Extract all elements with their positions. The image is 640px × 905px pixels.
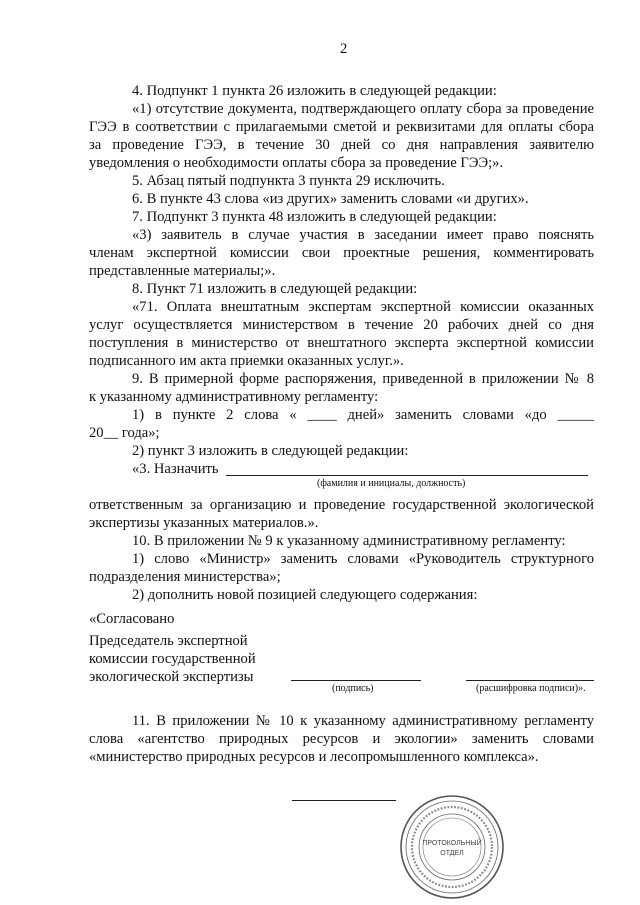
stamp-center-line: ПРОТОКОЛЬНЫЙ [422,840,482,847]
item-9-assign-label: «3. Назначить [132,461,219,477]
item-10-subitem-1-cont: подразделения министерства»; [89,569,281,585]
item-10-heading: 10. В приложении № 9 к указанному административному регламенту: [132,533,566,549]
item-4-text-line: уведомления о необходимости оплаты сбора за проведение ГЭЭ;». [89,155,504,171]
assignee-caption: (фамилия и инициалы, должность) [317,478,466,489]
item-4-heading: 4. Подпункт 1 пункта 26 изложить в следующей редакции: [132,83,497,99]
signature-line [291,680,421,681]
item-10-subitem-2: 2) дополнить новой позицией следующего содержания: [132,587,478,603]
closing-separator [292,800,396,801]
round-stamp [398,793,506,901]
item-7-text-line: членам экспертной комиссии свои проектные решения, комментировать [89,245,594,261]
signature-caption: (подпись) [332,683,374,694]
item-9-heading: 9. В примерной форме распоряжения, приведенной в приложении № 8 [132,371,594,387]
stamp-center-line: ОТДЕЛ [440,850,464,857]
approval-position-line: экологической экспертизы [89,669,254,685]
item-7-text-line: представленные материалы;». [89,263,276,279]
item-8-heading: 8. Пункт 71 изложить в следующей редакции: [132,281,418,297]
item-7-text-line: «3) заявитель в случае участия в заседании имеет право пояснять [132,227,594,243]
item-4-text-line: «1) отсутствие документа, подтверждающего оплату сбора за проведение [132,101,594,117]
approval-position-line: Председатель экспертной [89,633,248,649]
page-number: 2 [340,41,348,57]
item-9-subitem-1-cont: 20__ года»; [89,425,160,441]
item-9-text-line: экспертизы указанных материалов.». [89,515,319,531]
item-7-heading: 7. Подпункт 3 пункта 48 изложить в следующей редакции: [132,209,497,225]
approval-position-line: комиссии государственной [89,651,256,667]
signature-decode-caption: (расшифровка подписи)». [476,683,586,694]
item-11-heading: 11. В приложении № 10 к указанному административному регламенту [132,713,594,729]
item-9-subitem-2: 2) пункт 3 изложить в следующей редакции: [132,443,409,459]
item-4-text-line: за проведение ГЭЭ, в течение 30 дней со дня направления заявителю [89,137,594,153]
item-9-subitem-1: 1) в пункте 2 слова « ____ дней» заменить словами «до _____ [132,407,594,423]
item-6: 6. В пункте 43 слова «из других» заменить словами «и других». [132,191,529,207]
item-5: 5. Абзац пятый подпункта 3 пункта 29 исключить. [132,173,445,189]
item-11-text-line: «министерство природных ресурсов и лесопромышленного комплекса». [89,749,539,765]
item-9-text-line: ответственным за организацию и проведение государственной экологической [89,497,594,513]
item-8-text-line: поступления в министерство от внештатного эксперта экспертной комиссии [89,335,594,351]
item-10-subitem-1: 1) слово «Министр» заменить словами «Руководитель структурного [132,551,594,567]
item-8-text-line: подписанного им акта приемки оказанных услуг.». [89,353,404,369]
item-11-text-line: слова «агентство природных ресурсов и экологии» заменить словами [89,731,594,747]
approval-header: «Согласовано [89,611,175,627]
signature-decode-line [466,680,594,681]
item-8-text-line: услуг осуществляется министерством в течение 20 рабочих дней со дня [89,317,594,333]
item-8-text-line: «71. Оплата внештатным экспертам экспертной комиссии оказанных [132,299,594,315]
item-9-text-line: к указанному административному регламенту: [89,389,379,405]
assignee-blank-line [226,475,588,476]
item-4-text-line: ГЭЭ в соответствии с прилагаемыми сметой и реквизитами для оплаты сбора [89,119,594,135]
